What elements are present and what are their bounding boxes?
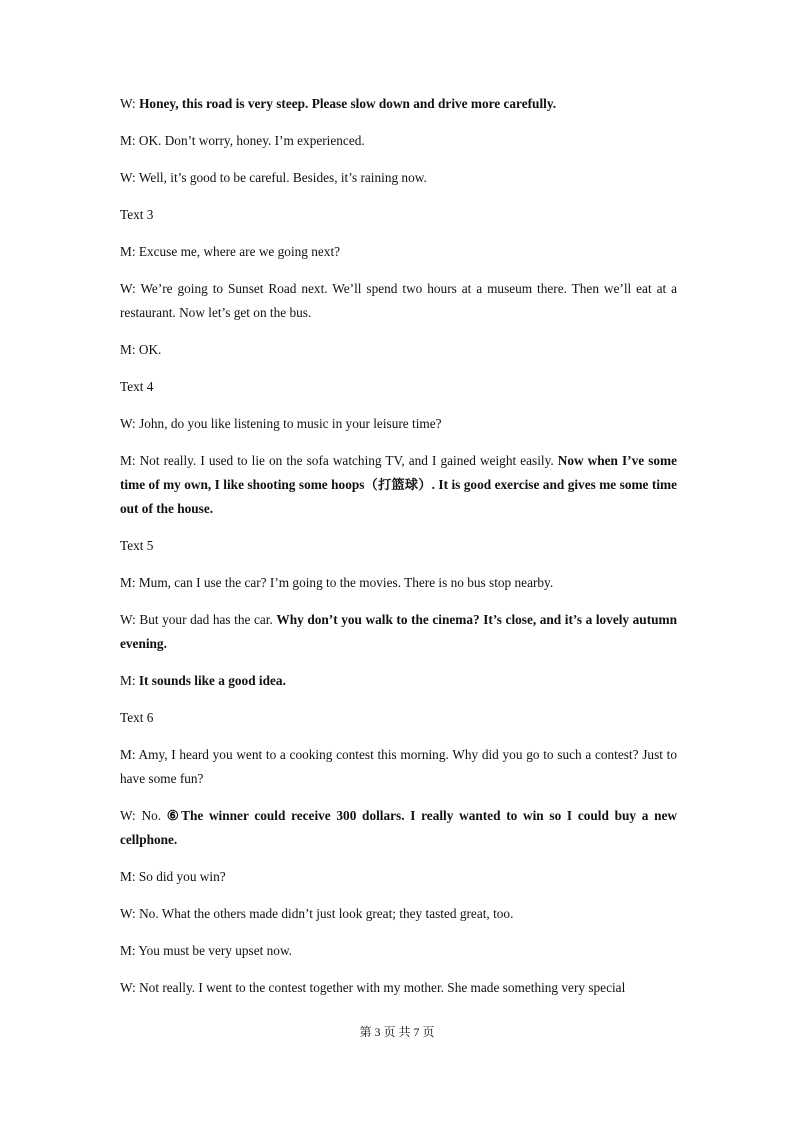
dialogue-line xyxy=(120,449,677,521)
dialogue-text: W: But your dad has the car. xyxy=(120,612,277,627)
dialogue-line: W: We’re going to Sunset Road next. We’ll spend two hours at a museum there. Then we’ll eat at a restaurant. Now let’s get on the bus. xyxy=(120,281,677,320)
dialogue-line: M: So did you win? xyxy=(120,869,226,884)
dialogue-line: W: No. What the others made didn’t just look great; they tasted great, too. xyxy=(120,906,514,921)
dialogue-line: W: John, do you like listening to music in your leisure time? xyxy=(120,416,442,431)
dialogue-line: W: Not really. I went to the contest together with my mother. She made something very special xyxy=(120,980,626,995)
section-heading: Text 4 xyxy=(120,379,154,394)
dialogue-line xyxy=(120,669,677,693)
highlighted-text: Honey, this road is very steep. Please slow down and drive more carefully. xyxy=(139,96,557,111)
dialogue-line: M: You must be very upset now. xyxy=(120,943,293,958)
highlighted-text: Now when I’ve some time of my own, I like shooting some hoops（打篮球）. It is good exercise and gives me some time out of the house. xyxy=(120,453,678,516)
section-heading: Text 6 xyxy=(120,710,154,725)
dialogue-line: M: Amy, I heard you went to a cooking contest this morning. Why did you go to such a contest? Just to have some fun? xyxy=(120,747,677,786)
page-number-footer: 第 3 页 共 7 页 xyxy=(359,1025,435,1039)
highlighted-text: It sounds like a good idea. xyxy=(138,673,286,688)
dialogue-line: M: Mum, can I use the car? I’m going to the movies. There is no bus stop nearby. xyxy=(120,575,554,590)
document-body xyxy=(120,92,677,1000)
speaker-label: W: xyxy=(120,96,140,111)
dialogue-text: W: No. xyxy=(120,808,167,823)
dialogue-line xyxy=(120,608,677,656)
dialogue-line: M: Excuse me, where are we going next? xyxy=(120,244,341,259)
section-heading: Text 3 xyxy=(120,207,154,222)
speaker-label: M: xyxy=(120,673,139,688)
dialogue-line xyxy=(120,804,677,852)
section-heading: Text 5 xyxy=(120,538,154,553)
dialogue-line xyxy=(120,92,677,116)
dialogue-line: W: Well, it’s good to be careful. Besides, it’s raining now. xyxy=(120,170,427,185)
dialogue-text: M: Not really. I used to lie on the sofa watching TV, and I gained weight easily. xyxy=(120,453,558,468)
dialogue-line: M: OK. Don’t worry, honey. I’m experienced. xyxy=(120,133,365,148)
dialogue-line: M: OK. xyxy=(120,342,162,357)
highlighted-text: ⑥The winner could receive 300 dollars. I really wanted to win so I could buy a new cellphone. xyxy=(120,808,677,847)
highlighted-text: Why don’t you walk to the cinema? It’s close, and it’s a lovely autumn evening. xyxy=(120,612,677,651)
